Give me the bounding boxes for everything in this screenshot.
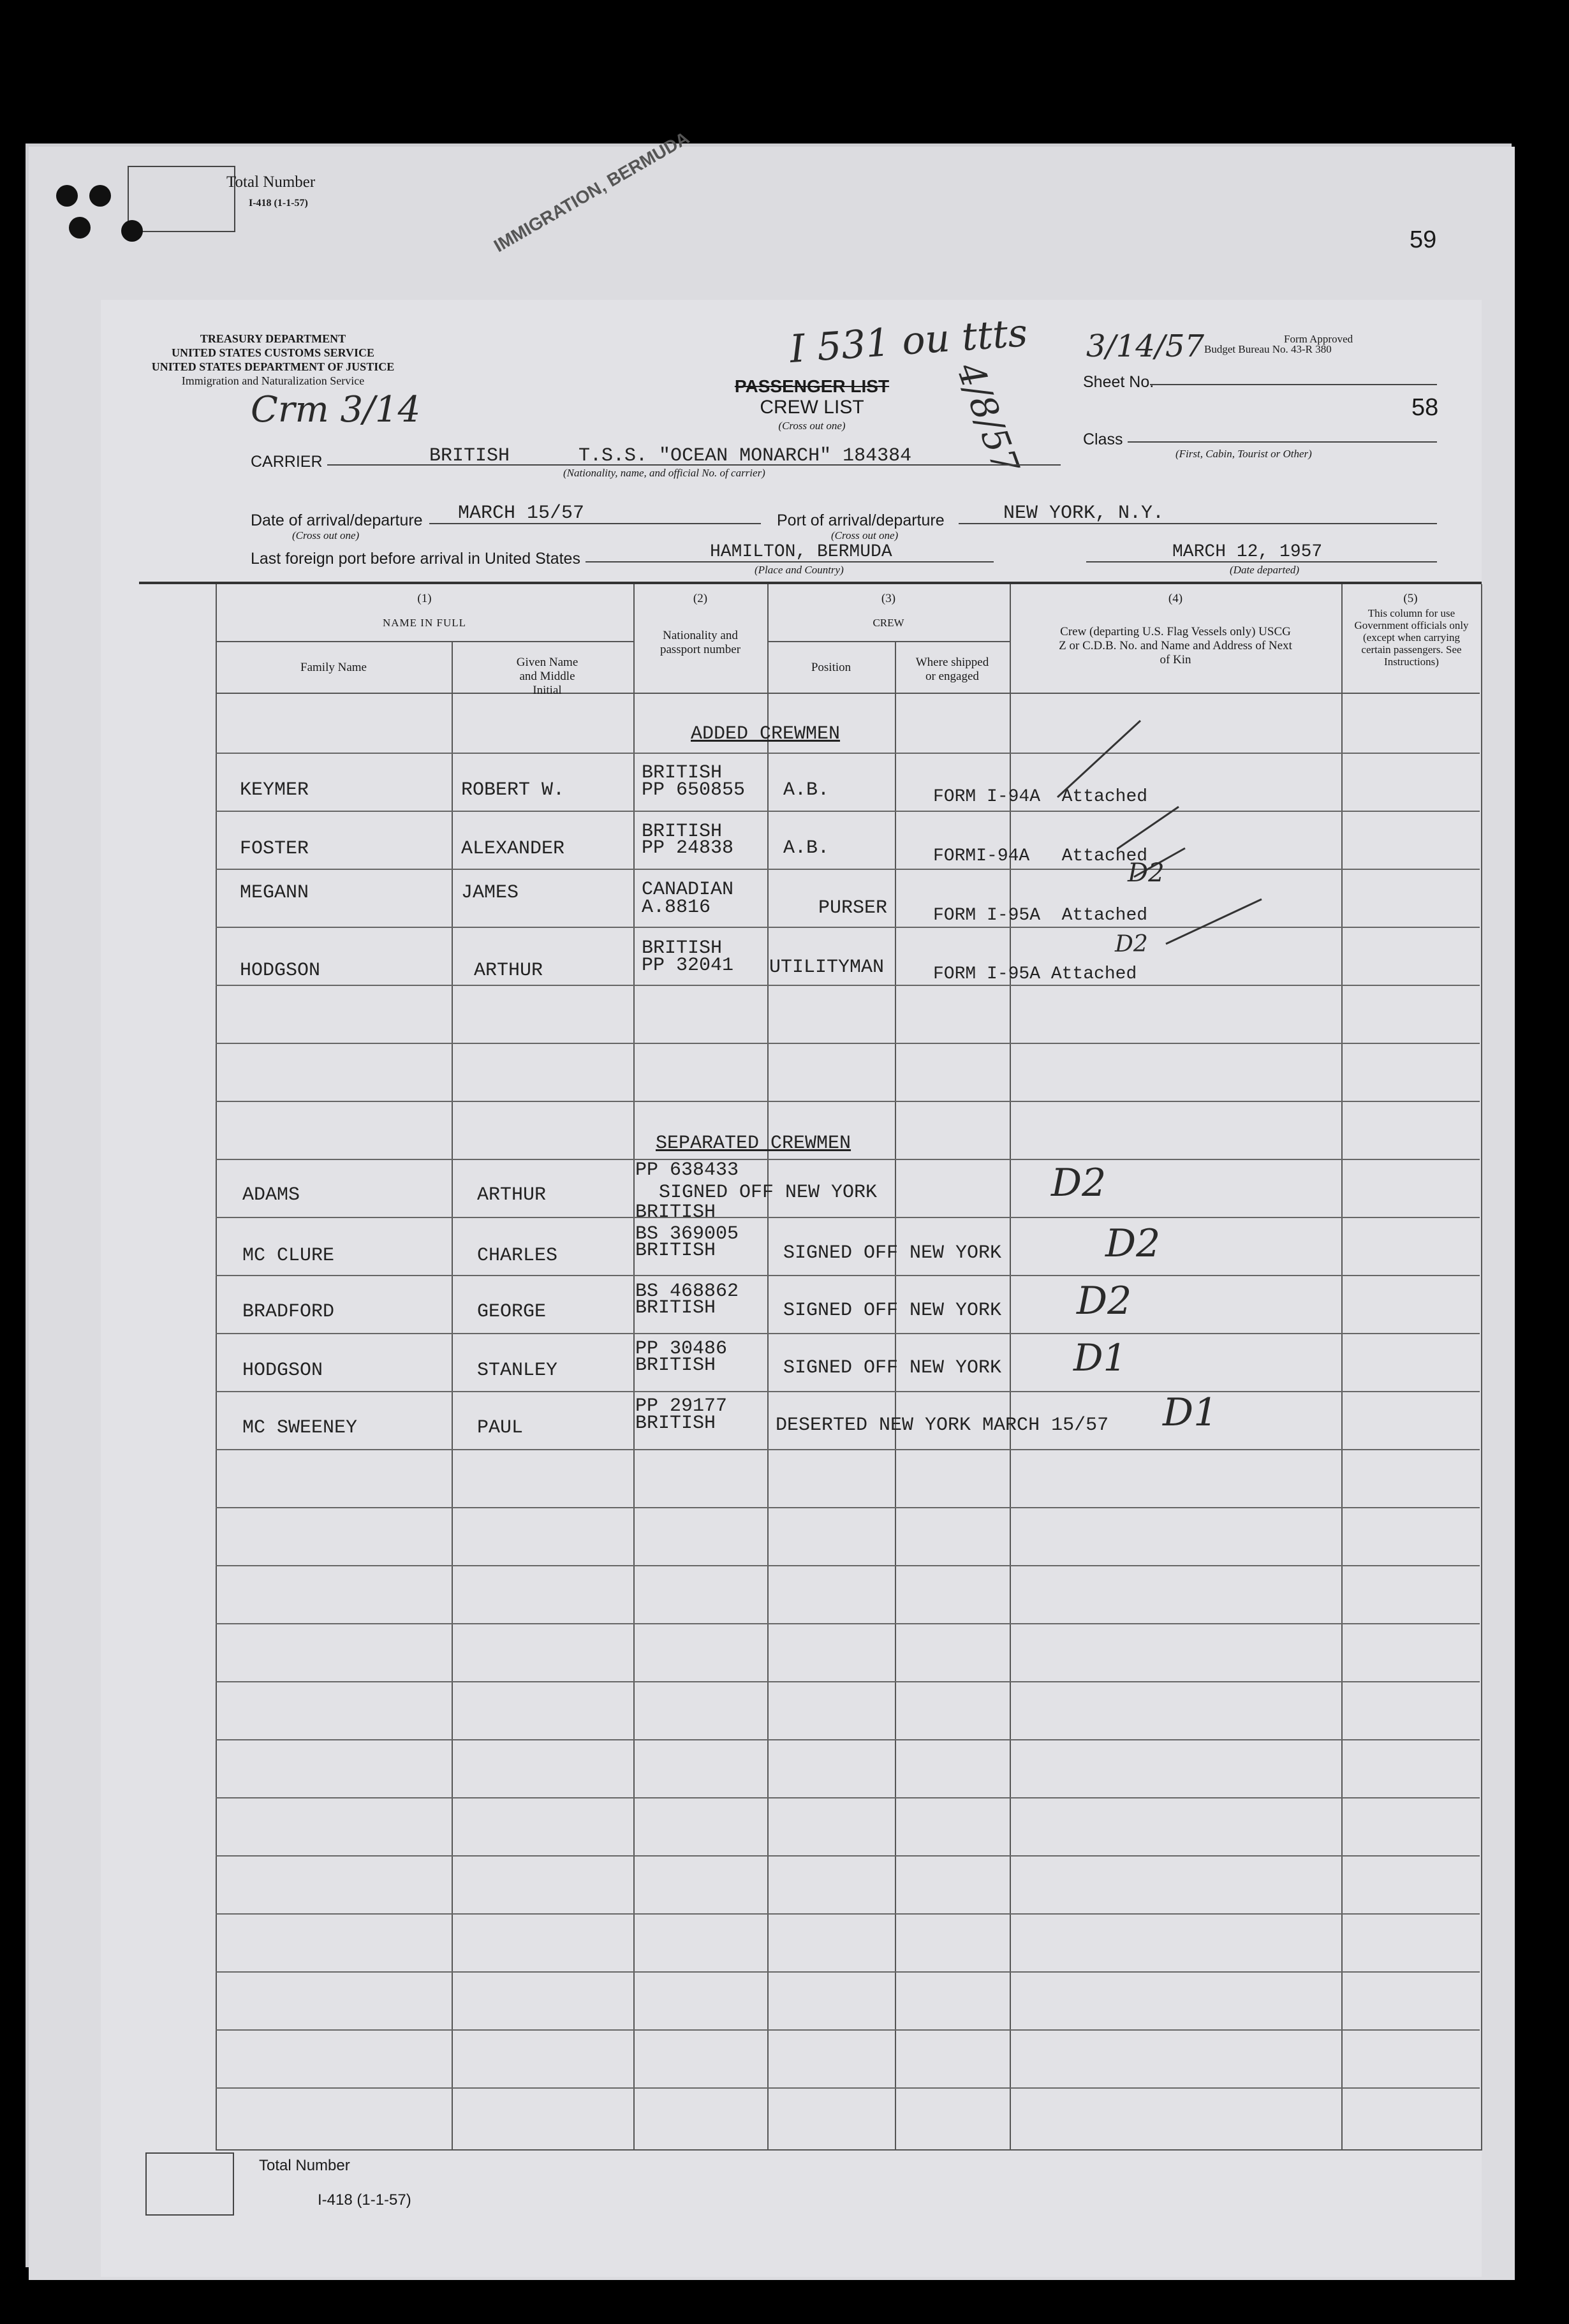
col-given-name: Given Name and Middle Initial [516,656,578,697]
agency-block [145,332,401,388]
separated-nationality: BRITISH [635,1202,716,1223]
punch-hole [56,185,78,207]
separated-family: MC CLURE [242,1245,335,1267]
check-slash [1166,899,1262,944]
page-number-59: 59 [1410,226,1437,253]
row-line [216,1449,1480,1450]
punch-hole [121,220,143,242]
carrier-value: BRITISH T.S.S. "OCEAN MONARCH" 184384 [429,445,912,467]
row-line [216,2029,1480,2031]
separated-passport: BS 468862 [635,1281,739,1302]
separated-remark: SIGNED OFF NEW YORK [783,1300,1002,1321]
col-divider [895,641,896,2149]
separated-mark: D2 [1105,1221,1161,1266]
check-marks [1013,695,1332,995]
date-value: MARCH 15/57 [458,503,585,524]
row-line [216,1275,1480,1276]
class-label: Class [1083,430,1123,448]
separated-family: MC SWEENEY [242,1417,358,1439]
col-position: Position [811,661,851,674]
handwritten-initials: Crm 3/14 [251,389,421,430]
added-remark: FORM I-95A Attached [933,906,1148,925]
added-family: HODGSON [240,960,321,982]
added-family: MEGANN [240,882,309,904]
title-passenger-list: PASSENGER LIST [734,376,890,396]
row-line [216,1797,1480,1798]
footer-total-number-label: Total Number [259,2157,350,2174]
separated-mark: D2 [1051,1161,1107,1205]
naturalization-service: Immigration and Naturalization Service [181,374,365,387]
added-nationality: BRITISH [642,762,723,784]
handwritten-side-date: 4/8/57 [948,357,1027,480]
separated-nationality: BRITISH [635,1355,716,1376]
added-nationality: CANADIAN [642,879,734,901]
customs-service: UNITED STATES CUSTOMS SERVICE [172,346,374,359]
col-divider [452,641,453,2149]
port-note: (Cross out one) [831,529,899,541]
immigration-stamp: IMMIGRATION, BERMUDA [490,128,693,256]
added-crewmen-heading: ADDED CREWMEN [691,723,841,745]
added-given: ALEXANDER [461,838,565,860]
col5-number: (5) [1403,592,1418,605]
added-nationality: BRITISH [642,821,723,842]
row-line [216,1101,1480,1102]
date-departed-note: (Date departed) [1230,564,1300,576]
added-position: A.B. [783,837,830,859]
header-bottom-line [216,693,1480,694]
separated-given: ARTHUR [477,1184,547,1206]
punch-hole [89,185,111,207]
row-line [216,1159,1480,1160]
header-split-line [767,641,1010,642]
separated-passport: PP 29177 [635,1395,728,1417]
separated-mark: D1 [1073,1336,1127,1379]
carrier-label: CARRIER [251,453,323,471]
separated-remark: SIGNED OFF NEW YORK [659,1182,878,1203]
added-family: FOSTER [240,838,309,860]
title-cross-out-note: (Cross out one) [778,420,846,432]
page-number-58: 58 [1411,394,1439,421]
col1-number: (1) [417,592,432,605]
added-given: ROBERT W. [461,779,565,801]
added-passport: PP 24838 [642,837,734,859]
form-approved: Form Approved [1284,333,1353,345]
row-line [216,1971,1480,1973]
total-number-box [128,166,235,232]
row-line [216,1623,1480,1624]
separated-nationality: BRITISH [635,1240,716,1261]
separated-family: HODGSON [242,1360,323,1381]
added-given: JAMES [461,882,519,904]
carrier-note: (Nationality, name, and official No. of carrier) [563,467,765,479]
crew-list-form [101,300,1482,2277]
separated-remark: SIGNED OFF NEW YORK [783,1242,1002,1264]
row-line [216,1739,1480,1740]
added-position: UTILITYMAN [769,957,885,978]
added-passport: A.8816 [642,897,711,918]
separated-crewmen-heading: SEPARATED CREWMEN [656,1133,851,1154]
added-passport: PP 650855 [642,779,746,801]
row-line [216,2087,1480,2089]
separated-passport: PP 638433 [635,1159,739,1181]
row-line [216,1507,1480,1508]
col2-number: (2) [693,592,708,605]
separated-given: PAUL [477,1417,524,1439]
handwritten-date: 3/14/57 [1086,328,1205,364]
budget-bureau: Budget Bureau No. 43-R 380 [1204,343,1332,355]
col-crew-departing: Crew (departing U.S. Flag Vessels only) USCG Z or C.D.B. No. and Name and Address of Next of Kin [1059,625,1292,666]
class-note: (First, Cabin, Tourist or Other) [1175,448,1312,460]
sheet-no-line [1150,384,1437,385]
row-line [216,1913,1480,1915]
last-port-note: (Place and Country) [755,564,844,576]
class-line [1128,441,1437,443]
col-official-use: This column for use Government officials only (except when carrying certain passengers. See Instructions) [1354,607,1469,668]
col-crew: CREW [873,617,904,629]
col-where-shipped: Where shipped or engaged [915,656,989,683]
col-nationality: Nationality and passport number [659,629,741,656]
separated-passport: PP 30486 [635,1338,728,1360]
check-slash [1118,807,1179,848]
row-line [216,1565,1480,1566]
added-position: PURSER [818,897,888,919]
added-mark: D2 [1115,931,1148,957]
added-nationality: BRITISH [642,938,723,959]
separated-nationality: BRITISH [635,1297,716,1319]
col-family-name: Family Name [300,661,367,674]
title-crew-list: CREW LIST [760,397,864,418]
added-family: KEYMER [240,779,309,801]
separated-remark: DESERTED NEW YORK MARCH 15/57 [776,1415,1109,1436]
date-departed-value: MARCH 12, 1957 [1172,542,1323,562]
last-port-value: HAMILTON, BERMUDA [710,542,892,562]
added-remark: FORM I-94A Attached [933,787,1148,807]
footer-form-code: I-418 (1-1-57) [318,2191,411,2209]
row-line [216,1855,1480,1857]
footer-total-box [145,2152,234,2216]
port-value: NEW YORK, N.Y. [1003,503,1165,524]
treasury-department: TREASURY DEPARTMENT [200,332,346,345]
separated-given: CHARLES [477,1245,558,1267]
top-total-number-label: Total Number [226,173,316,191]
row-line [216,1043,1480,1044]
added-passport: PP 32041 [642,955,734,976]
header-split-line [216,641,633,642]
handwritten-top-note: I 531 ou ttts [788,311,1029,372]
punch-hole [69,217,91,239]
port-label: Port of arrival/departure [777,511,945,529]
check-slash [1057,721,1140,797]
separated-given: GEORGE [477,1301,547,1323]
row-line [216,1391,1480,1392]
separated-given: STANLEY [477,1360,558,1381]
separated-nationality: BRITISH [635,1413,716,1434]
col1-name-in-full: NAME IN FULL [383,617,466,629]
added-mark: D2 [1128,858,1165,888]
added-position: A.B. [783,779,830,801]
date-label: Date of arrival/departure [251,511,423,529]
top-form-code: I-418 (1-1-57) [249,198,308,209]
date-note: (Cross out one) [292,529,360,541]
separated-passport: BS 369005 [635,1223,739,1245]
separated-mark: D2 [1077,1279,1132,1323]
col3-number: (3) [881,592,896,605]
added-given: ARTHUR [474,960,543,982]
sheet-no-label: Sheet No. [1083,373,1154,391]
row-line [216,1681,1480,1682]
separated-mark: D1 [1163,1390,1218,1435]
department-of-justice: UNITED STATES DEPARTMENT OF JUSTICE [151,360,395,373]
col4-number: (4) [1168,592,1183,605]
separated-family: ADAMS [242,1184,300,1206]
row-line [216,1333,1480,1334]
added-remark: FORMI-94A Attached [933,846,1148,866]
separated-remark: SIGNED OFF NEW YORK [783,1357,1002,1379]
separated-family: BRADFORD [242,1301,335,1323]
row-line [216,1217,1480,1218]
last-port-label: Last foreign port before arrival in United States [251,550,580,568]
added-remark: FORM I-95A Attached [933,964,1137,984]
